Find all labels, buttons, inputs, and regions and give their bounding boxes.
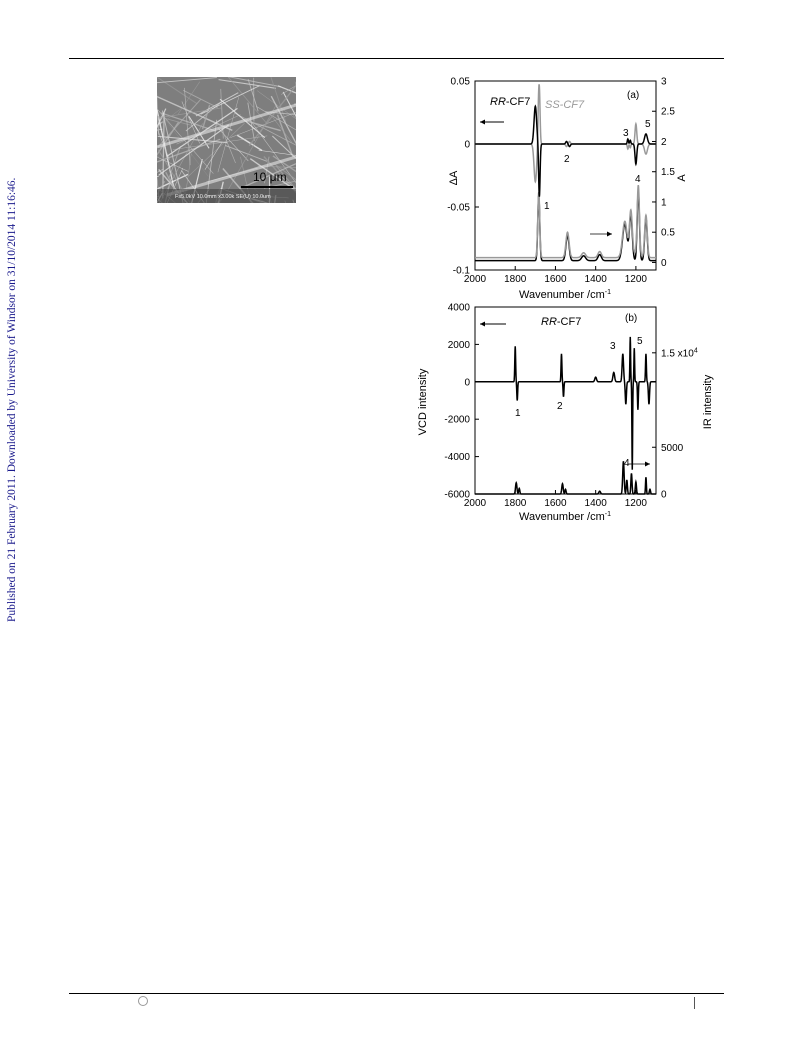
sem-info-bar: Fs5.0kV 10.0mm x3.00k SE(U) 10.0um [175,194,271,200]
chart-panel-b [414,298,720,528]
peak-label-5-b: 5 [637,336,643,347]
peak-label-1: 1 [544,201,550,212]
x-tick-label: 1800 [504,274,527,285]
x-tick-label: 1200 [624,274,648,285]
y-left-tick-label: 4000 [447,302,470,314]
peak-label-5: 5 [645,119,651,130]
left-axis-arrow [480,120,504,125]
y-right-tick-label: 0 [661,489,667,501]
sem-micrograph [157,77,296,203]
legend-ss-cf7: SS-CF7 [545,99,585,111]
peak-label-4-b: 4 [624,458,630,469]
y-left-tick-label: -0.05 [447,202,470,214]
x-tick-label: 2000 [463,498,487,509]
right-axis-arrow [590,232,612,237]
chart-panel-a [440,72,720,304]
y-left-tick-label: -2000 [444,414,470,426]
x-axis-label-a: Wavenumber $/cm^{-1}$ [518,289,612,301]
y-right-tick-label: 5000 [661,442,684,454]
vcd-intensity-line [475,337,656,470]
x-axis-label-b: Wavenumber $/cm^{-1}$ [518,511,612,523]
ir-absorbance-ss-line [475,185,656,257]
x-tick-label: 1400 [584,498,607,509]
right-axis-arrow [628,462,650,467]
y-left-tick-label: -0.1 [452,265,470,277]
y-left-tick-label: 0 [464,377,470,389]
x-tick-label: 1200 [624,498,648,509]
header-rule [69,58,724,59]
y-axis-label-left-b: VCD intensity [417,368,429,436]
peak-label-2-b: 2 [557,401,563,412]
peak-label-4: 4 [635,174,641,185]
peak-label-2: 2 [564,154,570,165]
y-axis-label-right-b: IR intensity [702,374,714,430]
y-axis-label-left-a: ΔA [448,170,460,186]
panel-label-a: (a) [627,90,640,101]
y-left-tick-label: -4000 [444,452,470,464]
y-right-tick-label: 2 [661,136,667,148]
y-axis-label-right-a: A [676,174,688,182]
y-left-tick-label: 0 [464,139,470,151]
peak-label-3: 3 [623,128,629,139]
x-tick-label: 1800 [504,498,527,509]
y-right-tick-label: 0 [661,257,667,269]
x-tick-label: 1600 [544,274,567,285]
footer-circle-icon [138,996,148,1006]
y-right-tick-label: 3 [661,76,667,88]
y-right-tick-label: 1.5 [661,167,675,179]
legend-rr-cf7: RR-CF7 [490,96,531,108]
y-left-tick-label: 2000 [447,339,470,351]
x-tick-label: 1400 [584,274,607,285]
y-left-tick-label: -6000 [444,489,470,501]
publication-note: Published on 21 February 2011. Downloaded by University of Windsor on 31/10/2014 11:16:46. [6,177,18,622]
panel-label-b: (b) [625,313,638,324]
peak-label-3-b: 3 [610,341,616,352]
y-right-tick-label: 1.5 $x10^4$ [661,347,698,360]
y-right-tick-label: 1 [661,197,667,209]
peak-label-1-b: 1 [515,408,521,419]
legend-rr-cf7-b: RR-CF7 [541,316,582,328]
scale-bar-label: 10 μm [253,170,287,184]
y-right-tick-label: 2.5 [661,106,675,118]
x-tick-label: 1600 [544,498,567,509]
y-right-tick-label: 0.5 [661,227,675,239]
footer-rule [69,993,724,994]
left-axis-arrow [480,322,506,327]
x-tick-label: 2000 [463,274,487,285]
footer-divider [694,997,695,1009]
y-left-tick-label: 0.05 [450,76,470,88]
vcd-rr-line [475,106,656,196]
